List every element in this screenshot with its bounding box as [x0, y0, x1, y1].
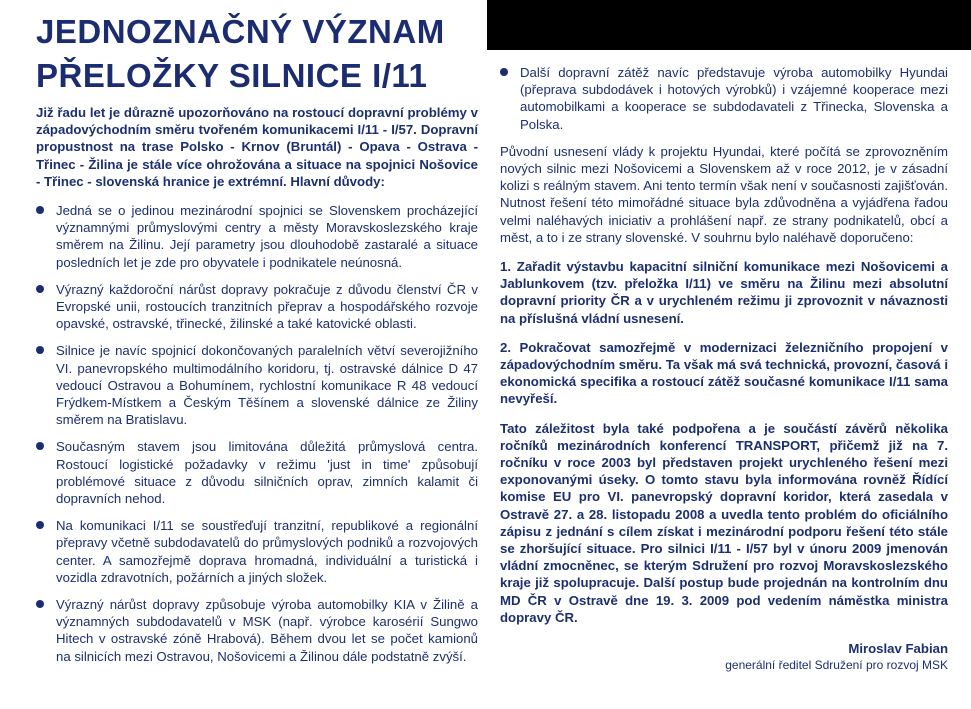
- bullet-item: [36, 281, 478, 333]
- bullet-item: [36, 438, 478, 507]
- bullet-dot-icon: [36, 600, 44, 608]
- recommendation-2: 2. Pokračovat samozřejmě v modernizaci železničního propojení v západovýchodním směru. Ta však má svá technická, provozní, časová i ekonomická specifika a rostoucí zátěž současné komunikace I/11 sama nevyřeší.: [500, 339, 948, 407]
- bullet-text: Silnice je navíc spojnicí dokončovaných paralelních větví severojižního VI. panevropského multimodálního koridoru, tj. ostravské dálnice D 47 vedoucí Ostravou a Bohumínem, rychlostní komunikace R 48 vedoucí Frýdkem-Místkem a Českým Těšínem a slovenské dálnice ze Žiliny směrem na Bratislavu.: [56, 343, 478, 428]
- bullet-item: [36, 517, 478, 586]
- conclusion-paragraph: Tato záležitost byla také podpořena a je součástí závěrů několika ročníků mezinárodních konferencí TRANSPORT, přičemž již na 7. ročníku v roce 2003 byl představen projekt urychleného řešení mezi exponovanými úseky. O tomto stavu byla informována rovněž Řídící komise EU pro VI. panevropský dopravní koridor, která zasedala v Ostravě 27. a 28. listopadu 2008 a uvedla tento problém do oficiálního zápisu z jednání s cílem získat i mezinárodní podporu řešení této stále se zhoršující situace. Pro silnici I/11 - I/57 byl v únoru 2009 jmenován vládní zmocněnec, se kterým Sdružení pro rozvoj Moravskoslezského kraje již spolupracuje. Další postup bude projednán na kontrolním dnu MD ČR v Ostravě dne 19. 3. 2009 pod vedením náměstka ministra dopravy ČR.: [500, 420, 948, 625]
- bullet-dot-icon: [36, 442, 44, 450]
- bullet-dot-icon: [500, 68, 508, 76]
- signature-name: Miroslav Fabian: [848, 641, 948, 657]
- bullet-item: [36, 202, 478, 271]
- signature-role: generální ředitel Sdružení pro rozvoj MSK: [725, 658, 948, 673]
- bullet-dot-icon: [36, 346, 44, 354]
- bullet-item: [36, 342, 478, 428]
- lead-paragraph: Již řadu let je důrazně upozorňováno na rostoucí dopravní problémy v západovýchodním směru tvořeném komunikacemi I/11 - I/57. Dopravní propustnost na trase Polsko - Krnov (Bruntál) - Opava - Ostrava - Třinec - Žilina je stále více ohrožována a situace na spojnici Nošovice - Třinec - slovenská hranice je extrémní. Hlavní důvody:: [36, 105, 478, 189]
- left-column: [36, 104, 478, 675]
- body-paragraph: Původní usnesení vlády k projektu Hyundai, které počítá se zprovozněním nových silnic mezi Nošovicemi a Slovenskem až v roce 2012, je v zásadní kolizi s reálným stavem. Ani tento termín však není v současnosti zajišťován. Nutnost řešení této mimořádné situace byla zdůvodněna a vyjádřena řadou velmi naléhavých iniciativ a prohlášení např. ze strany podnikatelů, obcí a měst, a to i ze strany slovenské. V souhrnu bylo naléhavě doporučeno:: [500, 143, 948, 245]
- bullet-dot-icon: [36, 521, 44, 529]
- right-column: [500, 64, 948, 675]
- article-title: [36, 10, 476, 98]
- bullet-item: [500, 64, 948, 133]
- bullet-item: [36, 596, 478, 665]
- bullet-dot-icon: [36, 206, 44, 214]
- bullet-text: Jedná se o jedinou mezinárodní spojnici se Slovenskem procházející významnými průmyslovými centry a městy Moravskoslezského kraje směrem na Žilinu. Její parametry jsou dlouhodobě zastaralé a situace posledních let je zde pro obyvatele i podnikatele neúnosná.: [56, 203, 478, 270]
- bullet-dot-icon: [36, 285, 44, 293]
- bullet-text: Na komunikaci I/11 se soustřeďují tranzitní, republikové a regionální přepravy včetně subdodavatelů do průmyslových podniků a rozvojových center. A samozřejmě doprava hromadná, individuální a turistická i vozidla zdravotních, požárních a jiných složek.: [56, 518, 478, 585]
- bullet-text: Výrazný nárůst dopravy způsobuje výroba automobilky KIA v Žilině a významných subdodavatelů v MSK (např. výrobce karosérií Sungwo Hitech v ostravské zóně Hrabová). Během dvou let se počet kamionů na silnicích mezi Ostravou, Nošovicemi a Žilinou dále podstatně zvýší.: [56, 597, 478, 664]
- bullet-text: Další dopravní zátěž navíc představuje výroba automobilky Hyundai (přeprava subdodávek i hotových výrobků) i vzájemné kooperace mezi automobilkami a kooperace se subdodavateli z Třinecka, Slovenska a Polska.: [520, 65, 948, 132]
- bullet-text: Současným stavem jsou limitována důležitá průmyslová centra. Rostoucí logistické požadavky v režimu 'just in time' způsobují problémové situace z důvodu silničních oprav, zimních kalamit či dopravních nehod.: [56, 439, 478, 507]
- title-line-2: PŘELOŽKY SILNICE I/11: [36, 57, 428, 94]
- bullet-text: Výrazný každoroční nárůst dopravy pokračuje z důvodu členství ČR v Evropské unii, rostoucích tranzitních přeprav a hospodářského rozvoje opavské, ostravské, třinecké, žilinské a také katovické oblasti.: [56, 281, 478, 332]
- redacted-black-bar: [487, 0, 971, 50]
- recommendation-1: 1. Zařadit výstavbu kapacitní silniční komunikace mezi Nošovicemi a Jablunkovem (tzv. přeložka I/11) ve směru na Žilinu mezi absolutní dopravní priority ČR a v urychleném režimu ji zprovoznit v návaznosti na příslušná vládní usnesení.: [500, 259, 948, 326]
- title-line-1: JEDNOZNAČNÝ VÝZNAM: [36, 13, 445, 50]
